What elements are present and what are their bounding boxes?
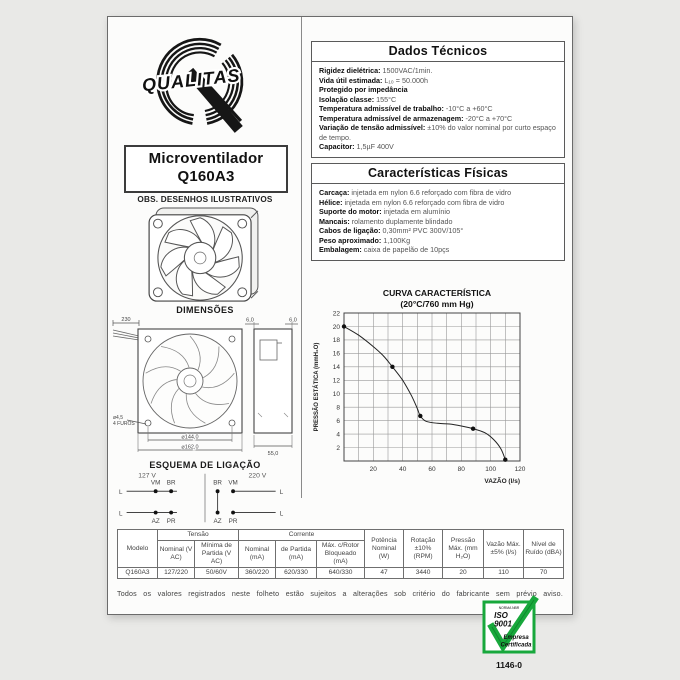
dim-holes-label: ⌀144,0	[181, 434, 199, 441]
svg-text:100: 100	[485, 466, 497, 473]
svg-text:6: 6	[336, 417, 340, 425]
dimension-drawing	[112, 315, 298, 459]
spec-line: Protegido por impedância	[319, 85, 408, 94]
voltage-220-label: 220 V	[248, 472, 267, 480]
spec-line: Isolação classe: 155°C	[319, 94, 397, 104]
iso-cert1-label: Empresa	[503, 635, 529, 641]
svg-text:18: 18	[332, 337, 340, 345]
spec-line: Variação de tensão admissível: ±10% do valor nominal por curto espaço de tempo.	[319, 123, 556, 142]
svg-text:20: 20	[332, 323, 340, 331]
svg-text:22: 22	[332, 310, 340, 318]
svg-text:16: 16	[332, 350, 340, 358]
line-l-label: L	[279, 510, 284, 518]
hole-count-label: 4 FUROS	[113, 421, 135, 427]
dim-frame-label: ⌀162,0	[181, 444, 199, 451]
spec-table-wrap	[117, 529, 564, 579]
line-l-label: L	[119, 489, 123, 497]
table-cell: Potência Nominal (W)	[365, 530, 404, 568]
svg-text:20: 20	[369, 466, 377, 473]
table-cell: Pressão Máx. (mm H₂O)	[443, 530, 484, 568]
wire-length-label: 230	[121, 317, 131, 323]
wire-az2-label: AZ	[213, 518, 222, 526]
svg-text:12: 12	[332, 377, 340, 385]
chart-title: CURVA CARACTERÍSTICA	[382, 288, 492, 298]
wire-pr-label: PR	[166, 518, 176, 526]
table-cell: Máx. c/Rotor Bloqueado (mA)	[317, 541, 365, 568]
logo-wordmark: QUALITAS	[141, 65, 242, 96]
spec-line: Carcaça: injetada em nylon 6.6 reforçado com fibra de vidro	[319, 188, 512, 197]
table-cell: Corrente	[239, 530, 365, 541]
dim-flange-right-label: 6,0	[289, 317, 297, 324]
svg-text:120: 120	[514, 466, 526, 473]
table-cell: Tensão	[158, 530, 239, 541]
table-cell: 47	[365, 568, 404, 579]
physical-characteristics-list	[312, 184, 564, 260]
svg-text:8: 8	[336, 404, 340, 412]
svg-text:10: 10	[332, 391, 340, 398]
iso-number-label: 9001	[494, 619, 512, 629]
wire-br-label: BR	[166, 479, 176, 487]
spec-table	[117, 529, 564, 579]
wire-pr2-label: PR	[228, 518, 238, 526]
spec-line: Mancais: rolamento duplamente blindado	[319, 216, 453, 226]
footer-note: Todos os valores registrados neste folheto estão sujeitos a alterações sob critério do fabricante sem prévio aviso.	[117, 590, 563, 598]
svg-text:VAZÃO (l/s): VAZÃO (l/s)	[484, 478, 520, 485]
spec-line: Temperatura admissível de trabalho: -10°C a +60°C	[319, 104, 493, 113]
column-divider	[301, 17, 302, 498]
wire-br2-label: BR	[213, 479, 222, 487]
svg-text:40: 40	[399, 466, 407, 473]
table-row	[118, 568, 564, 579]
table-cell: Mínima de Partida (V AC)	[195, 541, 239, 568]
svg-text:14: 14	[332, 364, 340, 372]
table-cell: Rotação ±10% (RPM)	[404, 530, 443, 568]
product-title-line2: Q160A3	[177, 168, 235, 186]
spec-line: Embalagem: caixa de papelão de 10pçs	[319, 245, 450, 254]
table-cell: 3440	[404, 568, 443, 579]
spec-line: Hélice: injetada em nylon 6.6 reforçado com fibra de vidro	[319, 197, 505, 207]
svg-text:PRESSÃO ESTÁTICA (mmH₂O): PRESSÃO ESTÁTICA (mmH₂O)	[314, 342, 320, 432]
wire-az-label: AZ	[151, 518, 160, 526]
product-title-box	[124, 145, 288, 193]
table-cell: Vazão Máx. ±5% (l/s)	[484, 530, 524, 568]
table-cell: Nominal (mA)	[239, 541, 276, 568]
table-cell: 640/330	[317, 568, 365, 579]
dim-depth-label: 55,0	[267, 451, 279, 457]
voltage-127-label: 127 V	[138, 472, 156, 480]
technical-data-title: Dados Técnicos	[312, 42, 564, 62]
table-cell: de Partida (mA)	[276, 541, 317, 568]
spec-line: Peso aproximado: 1,100Kg	[319, 235, 411, 245]
svg-text:60: 60	[428, 466, 436, 473]
iso-9001-logo	[482, 600, 536, 654]
qualitas-logo	[130, 27, 280, 141]
product-title-line1: Microventilador	[148, 150, 264, 167]
dimensions-heading: DIMENSÕES	[176, 305, 234, 315]
table-cell: 620/330	[276, 568, 317, 579]
wire-vm2-label: VM	[228, 479, 238, 487]
chart-subtitle: (20°C/760 mm Hg)	[400, 298, 474, 309]
spec-line: Cabos de ligação: 0,30mm² PVC 300V/105°	[319, 226, 464, 235]
table-cell: 127/220	[158, 568, 195, 579]
iso-norma-label: NORMA NBR	[498, 606, 520, 610]
iso-badge	[482, 600, 536, 670]
table-cell: Nominal (V AC)	[158, 541, 195, 568]
physical-characteristics-title: Características Físicas	[312, 164, 564, 184]
physical-characteristics-box	[311, 163, 565, 261]
spec-line: Capacitor: 1,5µF 400V	[319, 142, 394, 151]
technical-data-box	[311, 41, 565, 158]
table-cell: 20	[443, 568, 484, 579]
line-l-label: L	[279, 489, 284, 497]
curve-chart	[310, 307, 560, 499]
svg-text:4: 4	[336, 431, 340, 439]
table-cell: Modelo	[118, 530, 158, 568]
table-cell: Nível de Ruído (dBA)	[524, 530, 564, 568]
table-cell: 110	[484, 568, 524, 579]
table-cell: 70	[524, 568, 564, 579]
datasheet-page	[107, 16, 573, 615]
doc-number: 1146-0	[496, 660, 522, 670]
wiring-heading: ESQUEMA DE LIGAÇÃO	[149, 460, 261, 470]
svg-text:80: 80	[457, 466, 465, 473]
svg-text:2: 2	[336, 444, 340, 452]
dim-flange-left-label: 6,0	[246, 317, 254, 324]
wire-vm-label: VM	[150, 479, 161, 487]
iso-label: ISO	[494, 611, 508, 620]
wiring-diagram	[114, 468, 296, 528]
table-cell: 360/220	[239, 568, 276, 579]
spec-line: Vida útil estimada: L₁₀ = 50.000h	[319, 75, 428, 85]
obs-note: OBS. DESENHOS ILUSTRATIVOS	[137, 195, 273, 204]
table-cell: 50/60V	[195, 568, 239, 579]
spec-line: Temperatura admissível de armazenagem: -20°C a +70°C	[319, 113, 513, 123]
hole-dia-label: ø4,5	[113, 415, 124, 421]
line-l-label: L	[119, 510, 123, 518]
spec-line: Suporte do motor: injetada em alumínio	[319, 207, 451, 216]
table-cell: Q160A3	[118, 568, 158, 579]
iso-cert2-label: Certificada	[500, 642, 532, 649]
spec-line: Rigidez dielétrica: 1500VAC/1min.	[319, 66, 433, 75]
fan-illustration	[144, 206, 264, 306]
technical-data-list	[312, 62, 564, 157]
